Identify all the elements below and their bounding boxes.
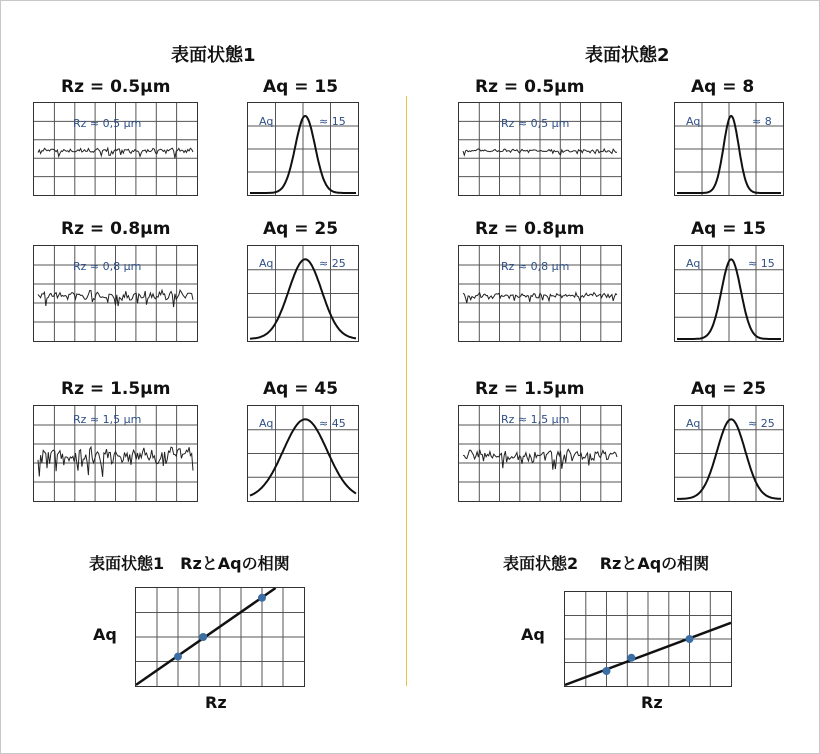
state1-aq-small-left-2: Aq [259,257,274,270]
state1-profile-label-3: Rz ≈ 1,5 μm [73,413,142,426]
data-point [686,635,694,643]
state1-aq-small-right-3: ≈ 45 [319,417,346,430]
state2-aq-small-right-3: ≈ 25 [748,417,775,430]
data-point [174,653,182,661]
state2-aq-small-left-3: Aq [686,417,701,430]
state2-aq-small-left-1: Aq [686,115,701,128]
state2-profile-label-1: Rz ≈ 0,5 μm [501,117,570,130]
state2-correlation-plot [564,591,732,687]
state2-aq-small-left-2: Aq [686,257,701,270]
state1-rz-label-3: Rz = 1.5μm [61,379,171,399]
state1-profile-label-1: Rz ≈ 0,5 μm [73,117,142,130]
state1-aq-small-right-2: ≈ 25 [319,257,346,270]
state1-correlation-ylabel: Aq [93,625,117,644]
data-point [603,667,611,675]
state1-aq-label-2: Aq = 25 [263,219,339,239]
state1-correlation-title: 表面状態1 RzとAqの相関 [89,554,290,573]
state1-title: 表面状態1 [171,45,256,66]
state2-title: 表面状態2 [585,45,670,66]
state2-profile-label-3: Rz ≈ 1,5 μm [501,413,570,426]
plot-svg [565,592,731,686]
state2-rz-label-1: Rz = 0.5μm [475,77,585,97]
state2-rz-label-2: Rz = 0.8μm [475,219,585,239]
state1-aq-small-right-1: ≈ 15 [319,115,346,128]
state2-rz-label-3: Rz = 1.5μm [475,379,585,399]
state2-profile-label-2: Rz ≈ 0,8 μm [501,260,570,273]
state2-aq-small-right-1: ≈ 8 [752,115,772,128]
plot-svg [136,588,304,686]
state1-aq-small-left-1: Aq [259,115,274,128]
state1-rz-label-2: Rz = 0.8μm [61,219,171,239]
state2-aq-label-1: Aq = 8 [691,77,755,97]
state1-correlation-xlabel: Rz [205,693,227,712]
data-point [199,633,207,641]
state1-aq-label-1: Aq = 15 [263,77,339,97]
state1-aq-label-3: Aq = 45 [263,379,339,399]
data-point [258,594,266,602]
state2-correlation-ylabel: Aq [521,625,545,644]
state2-aq-label-2: Aq = 15 [691,219,767,239]
state1-profile-label-2: Rz ≈ 0,8 μm [73,260,142,273]
state2-aq-small-right-2: ≈ 15 [748,257,775,270]
state2-aq-label-3: Aq = 25 [691,379,767,399]
state2-correlation-title: 表面状態2 RzとAqの相関 [503,554,710,573]
state1-aq-small-left-3: Aq [259,417,274,430]
state2-correlation-xlabel: Rz [641,693,663,712]
state1-correlation-plot [135,587,305,687]
state1-rz-label-1: Rz = 0.5μm [61,77,171,97]
data-point [627,654,635,662]
center-divider [406,96,407,686]
